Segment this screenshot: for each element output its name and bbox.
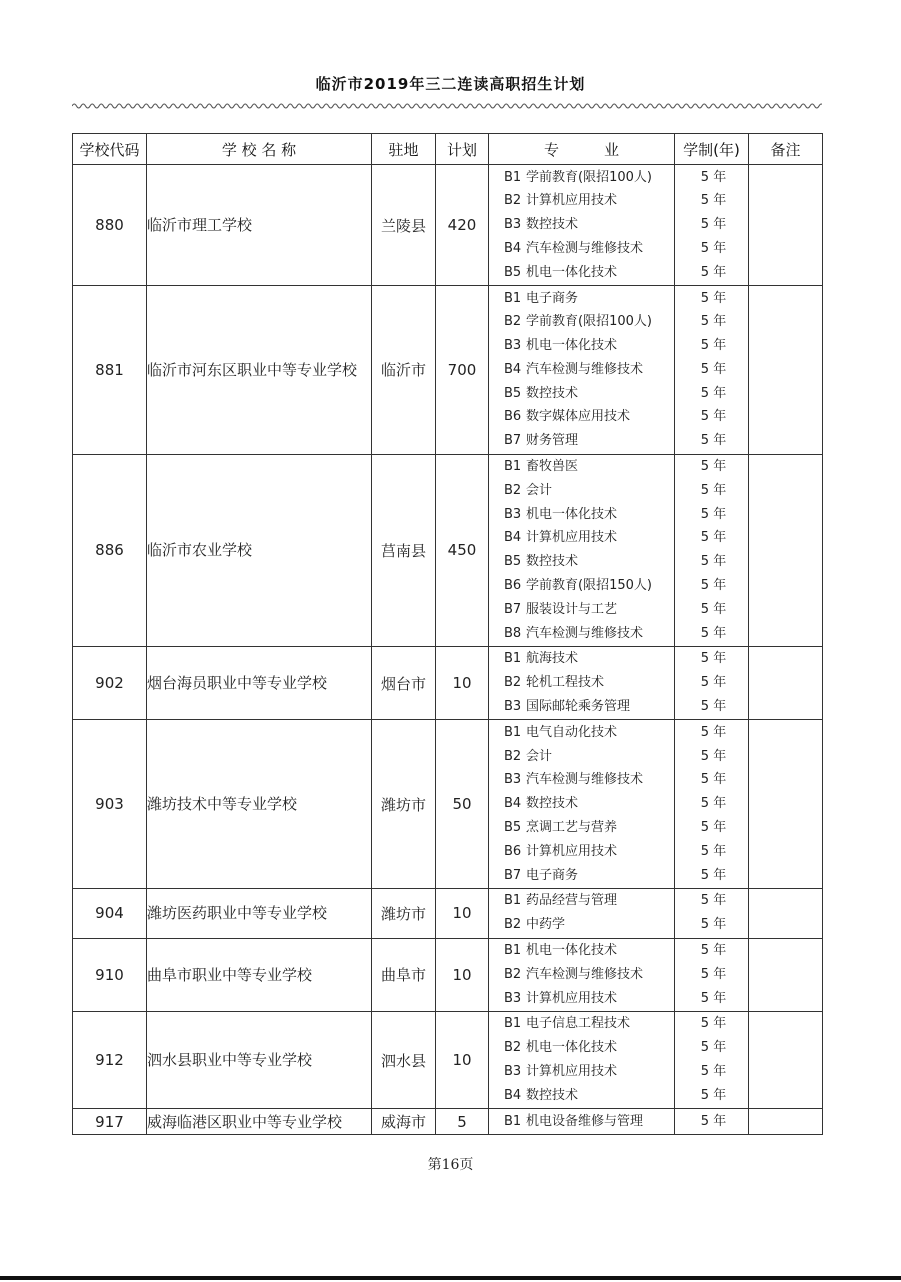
major-code: B3 (504, 699, 522, 715)
years-cell (675, 646, 749, 719)
school-name-cell: 潍坊医药职业中等专业学校 (147, 888, 372, 938)
major-code: B7 (504, 601, 522, 617)
study-years: 5 年 (700, 1087, 727, 1103)
major-name: 会计 (526, 748, 553, 764)
study-years: 5 年 (700, 193, 727, 209)
table-row (73, 286, 823, 455)
location-cell: 莒南县 (372, 454, 436, 646)
school-name-cell: 泗水县职业中等专业学校 (147, 1011, 372, 1108)
study-years: 5 年 (700, 506, 727, 522)
major-item (489, 745, 674, 769)
major-item (489, 287, 674, 311)
study-years: 5 年 (700, 482, 727, 498)
study-years: 5 年 (700, 338, 727, 354)
major-item (489, 671, 674, 695)
major-item (489, 1060, 674, 1084)
major-name: 畜牧兽医 (526, 459, 579, 475)
major-item (489, 310, 674, 334)
study-years: 5 年 (700, 675, 727, 691)
major-item (489, 237, 674, 261)
study-years: 5 年 (700, 893, 727, 909)
location-cell: 兰陵县 (372, 165, 436, 286)
major-code: B1 (504, 459, 522, 475)
major-name: 电子商务 (526, 290, 579, 306)
major-code: B2 (504, 675, 522, 691)
major-name: 轮机工程技术 (526, 675, 605, 691)
major-name: 计算机应用技术 (526, 843, 618, 859)
table-row (73, 1011, 823, 1108)
major-code: B6 (504, 843, 522, 859)
major-name: 会计 (526, 482, 553, 498)
major-item (489, 189, 674, 213)
major-item (489, 647, 674, 671)
location-cell: 潍坊市 (372, 720, 436, 889)
major-name: 计算机应用技术 (526, 530, 618, 546)
school-name-cell: 曲阜市职业中等专业学校 (147, 938, 372, 1011)
major-code: B7 (504, 433, 522, 449)
majors-cell (489, 454, 675, 646)
study-years: 5 年 (700, 651, 727, 667)
page-number: 第16页 (427, 1157, 474, 1173)
school-code-cell: 912 (73, 1011, 147, 1108)
major-item (489, 963, 674, 987)
major-name: 计算机应用技术 (526, 193, 618, 209)
major-item (489, 382, 674, 406)
plan-cell: 450 (436, 454, 489, 646)
major-name: 中药学 (526, 917, 566, 933)
major-name: 数控技术 (526, 385, 579, 401)
major-code: B3 (504, 217, 522, 233)
major-name: 机电设备维修与管理 (526, 1113, 644, 1129)
major-name: 数控技术 (526, 217, 579, 233)
major-code: B2 (504, 917, 522, 933)
study-years: 5 年 (700, 796, 727, 812)
location-cell: 烟台市 (372, 646, 436, 719)
study-years: 5 年 (700, 264, 727, 280)
school-code-cell: 881 (73, 286, 147, 455)
years-cell (675, 1109, 749, 1135)
major-code: B1 (504, 651, 522, 667)
major-code: B4 (504, 796, 522, 812)
study-years: 5 年 (700, 217, 727, 233)
study-years: 5 年 (700, 314, 727, 330)
header-school-name: 学 校 名 称 (147, 134, 372, 165)
major-item (489, 1110, 674, 1134)
school-code-cell: 886 (73, 454, 147, 646)
header-plan: 计划 (436, 134, 489, 165)
study-years: 5 年 (700, 240, 727, 256)
major-code: B1 (504, 893, 522, 909)
major-name: 数控技术 (526, 554, 579, 570)
study-years: 5 年 (700, 772, 727, 788)
location-cell: 潍坊市 (372, 888, 436, 938)
major-code: B8 (504, 625, 522, 641)
major-code: B5 (504, 554, 522, 570)
study-years: 5 年 (700, 409, 727, 425)
note-cell (749, 1011, 823, 1108)
plan-cell: 50 (436, 720, 489, 889)
location-cell: 临沂市 (372, 286, 436, 455)
years-cell (675, 165, 749, 286)
note-cell (749, 646, 823, 719)
decorative-wave-divider (72, 100, 822, 112)
years-cell (675, 454, 749, 646)
school-name-cell: 烟台海员职业中等专业学校 (147, 646, 372, 719)
study-years: 5 年 (700, 601, 727, 617)
major-code: B5 (504, 264, 522, 280)
table-row (73, 720, 823, 889)
study-years: 5 年 (700, 1040, 727, 1056)
major-code: B2 (504, 966, 522, 982)
years-cell (675, 1011, 749, 1108)
major-item (489, 1036, 674, 1060)
major-name: 机电一体化技术 (526, 338, 618, 354)
major-item (489, 792, 674, 816)
major-name: 药品经营与管理 (526, 893, 618, 909)
major-item (489, 816, 674, 840)
study-years: 5 年 (700, 867, 727, 883)
years-cell (675, 938, 749, 1011)
major-name: 学前教育(限招150人) (526, 578, 652, 594)
table-row (73, 165, 823, 286)
study-years: 5 年 (700, 625, 727, 641)
school-code-cell: 917 (73, 1109, 147, 1135)
major-name: 电气自动化技术 (526, 724, 618, 740)
majors-cell (489, 1011, 675, 1108)
major-name: 学前教育(限招100人) (526, 169, 652, 185)
majors-cell (489, 888, 675, 938)
major-code: B2 (504, 748, 522, 764)
major-code: B7 (504, 867, 522, 883)
major-code: B1 (504, 1113, 522, 1129)
location-cell: 威海市 (372, 1109, 436, 1135)
major-name: 汽车检测与维修技术 (526, 240, 644, 256)
major-code: B3 (504, 772, 522, 788)
majors-cell (489, 286, 675, 455)
note-cell (749, 938, 823, 1011)
major-code: B6 (504, 578, 522, 594)
table-header-row (73, 134, 823, 165)
major-item (489, 598, 674, 622)
note-cell (749, 286, 823, 455)
plan-cell: 700 (436, 286, 489, 455)
note-cell (749, 1109, 823, 1135)
school-name-cell: 潍坊技术中等专业学校 (147, 720, 372, 889)
major-name: 国际邮轮乘务管理 (526, 699, 631, 715)
major-code: B4 (504, 1087, 522, 1103)
major-item (489, 622, 674, 646)
note-cell (749, 888, 823, 938)
school-name-cell: 临沂市河东区职业中等专业学校 (147, 286, 372, 455)
major-code: B3 (504, 506, 522, 522)
table-row (73, 646, 823, 719)
major-name: 计算机应用技术 (526, 990, 618, 1006)
study-years: 5 年 (700, 290, 727, 306)
plan-cell: 420 (436, 165, 489, 286)
major-item (489, 550, 674, 574)
major-item (489, 913, 674, 937)
table-row (73, 1109, 823, 1135)
major-code: B3 (504, 338, 522, 354)
location-cell: 泗水县 (372, 1011, 436, 1108)
note-cell (749, 720, 823, 889)
study-years: 5 年 (700, 820, 727, 836)
header-location: 驻地 (372, 134, 436, 165)
major-code: B5 (504, 385, 522, 401)
major-code: B1 (504, 169, 522, 185)
major-code: B1 (504, 943, 522, 959)
school-name-cell: 临沂市农业学校 (147, 454, 372, 646)
plan-cell: 10 (436, 938, 489, 1011)
study-years: 5 年 (700, 554, 727, 570)
study-years: 5 年 (700, 169, 727, 185)
major-item (489, 334, 674, 358)
major-item (489, 939, 674, 963)
school-name-cell: 威海临港区职业中等专业学校 (147, 1109, 372, 1135)
major-item (489, 405, 674, 429)
major-item (489, 479, 674, 503)
school-code-cell: 910 (73, 938, 147, 1011)
study-years: 5 年 (700, 578, 727, 594)
school-code-cell: 880 (73, 165, 147, 286)
major-name: 数控技术 (526, 796, 579, 812)
header-years: 学制(年) (675, 134, 749, 165)
major-item (489, 840, 674, 864)
major-code: B1 (504, 290, 522, 306)
study-years: 5 年 (700, 724, 727, 740)
major-name: 汽车检测与维修技术 (526, 361, 644, 377)
study-years: 5 年 (700, 459, 727, 475)
major-name: 学前教育(限招100人) (526, 314, 652, 330)
major-item (489, 455, 674, 479)
major-item (489, 166, 674, 190)
note-cell (749, 165, 823, 286)
study-years: 5 年 (700, 843, 727, 859)
study-years: 5 年 (700, 917, 727, 933)
table-row (73, 888, 823, 938)
major-name: 电子信息工程技术 (526, 1016, 631, 1032)
table-row (73, 938, 823, 1011)
major-name: 航海技术 (526, 651, 579, 667)
major-item (489, 429, 674, 453)
header-note: 备注 (749, 134, 823, 165)
school-name-cell: 临沂市理工学校 (147, 165, 372, 286)
major-name: 汽车检测与维修技术 (526, 966, 644, 982)
study-years: 5 年 (700, 1064, 727, 1080)
plan-cell: 10 (436, 646, 489, 719)
major-code: B2 (504, 482, 522, 498)
major-item (489, 526, 674, 550)
header-major: 专 业 (489, 134, 675, 165)
major-code: B2 (504, 314, 522, 330)
major-code: B6 (504, 409, 522, 425)
major-name: 电子商务 (526, 867, 579, 883)
major-item (489, 721, 674, 745)
major-item (489, 864, 674, 888)
years-cell (675, 888, 749, 938)
school-code-cell: 903 (73, 720, 147, 889)
major-item (489, 1012, 674, 1036)
study-years: 5 年 (700, 530, 727, 546)
school-code-cell: 902 (73, 646, 147, 719)
major-item (489, 503, 674, 527)
majors-cell (489, 938, 675, 1011)
major-code: B4 (504, 530, 522, 546)
study-years: 5 年 (700, 699, 727, 715)
major-name: 机电一体化技术 (526, 506, 618, 522)
study-years: 5 年 (700, 385, 727, 401)
study-years: 5 年 (700, 1016, 727, 1032)
school-code-cell: 904 (73, 888, 147, 938)
location-cell: 曲阜市 (372, 938, 436, 1011)
study-years: 5 年 (700, 748, 727, 764)
major-item (489, 987, 674, 1011)
major-code: B5 (504, 820, 522, 836)
years-cell (675, 720, 749, 889)
major-item (489, 695, 674, 719)
major-code: B1 (504, 1016, 522, 1032)
major-name: 汽车检测与维修技术 (526, 772, 644, 788)
major-item (489, 261, 674, 285)
plan-cell: 10 (436, 888, 489, 938)
plan-cell: 5 (436, 1109, 489, 1135)
years-cell (675, 286, 749, 455)
major-code: B4 (504, 361, 522, 377)
bottom-border (0, 1276, 901, 1280)
major-name: 财务管理 (526, 433, 579, 449)
major-name: 计算机应用技术 (526, 1064, 618, 1080)
major-name: 机电一体化技术 (526, 1040, 618, 1056)
major-item (489, 358, 674, 382)
study-years: 5 年 (700, 966, 727, 982)
study-years: 5 年 (700, 990, 727, 1006)
majors-cell (489, 646, 675, 719)
header-school-code: 学校代码 (73, 134, 147, 165)
plan-cell: 10 (436, 1011, 489, 1108)
major-name: 数字媒体应用技术 (526, 409, 631, 425)
major-code: B2 (504, 193, 522, 209)
major-code: B3 (504, 990, 522, 1006)
page-title: 临沂市2019年三二连读高职招生计划 (315, 75, 586, 93)
majors-cell (489, 165, 675, 286)
major-item (489, 574, 674, 598)
majors-cell (489, 720, 675, 889)
study-years: 5 年 (700, 361, 727, 377)
study-years: 5 年 (700, 1113, 727, 1129)
major-item (489, 213, 674, 237)
major-name: 烹调工艺与营养 (526, 820, 618, 836)
study-years: 5 年 (700, 433, 727, 449)
enrollment-plan-table (72, 133, 823, 1135)
major-name: 数控技术 (526, 1087, 579, 1103)
majors-cell (489, 1109, 675, 1135)
major-code: B3 (504, 1064, 522, 1080)
major-item (489, 1084, 674, 1108)
major-code: B2 (504, 1040, 522, 1056)
major-code: B1 (504, 724, 522, 740)
note-cell (749, 454, 823, 646)
major-name: 服装设计与工艺 (526, 601, 618, 617)
major-name: 机电一体化技术 (526, 943, 618, 959)
major-name: 机电一体化技术 (526, 264, 618, 280)
major-item (489, 889, 674, 913)
major-code: B4 (504, 240, 522, 256)
table-row (73, 454, 823, 646)
major-name: 汽车检测与维修技术 (526, 625, 644, 641)
study-years: 5 年 (700, 943, 727, 959)
major-item (489, 768, 674, 792)
